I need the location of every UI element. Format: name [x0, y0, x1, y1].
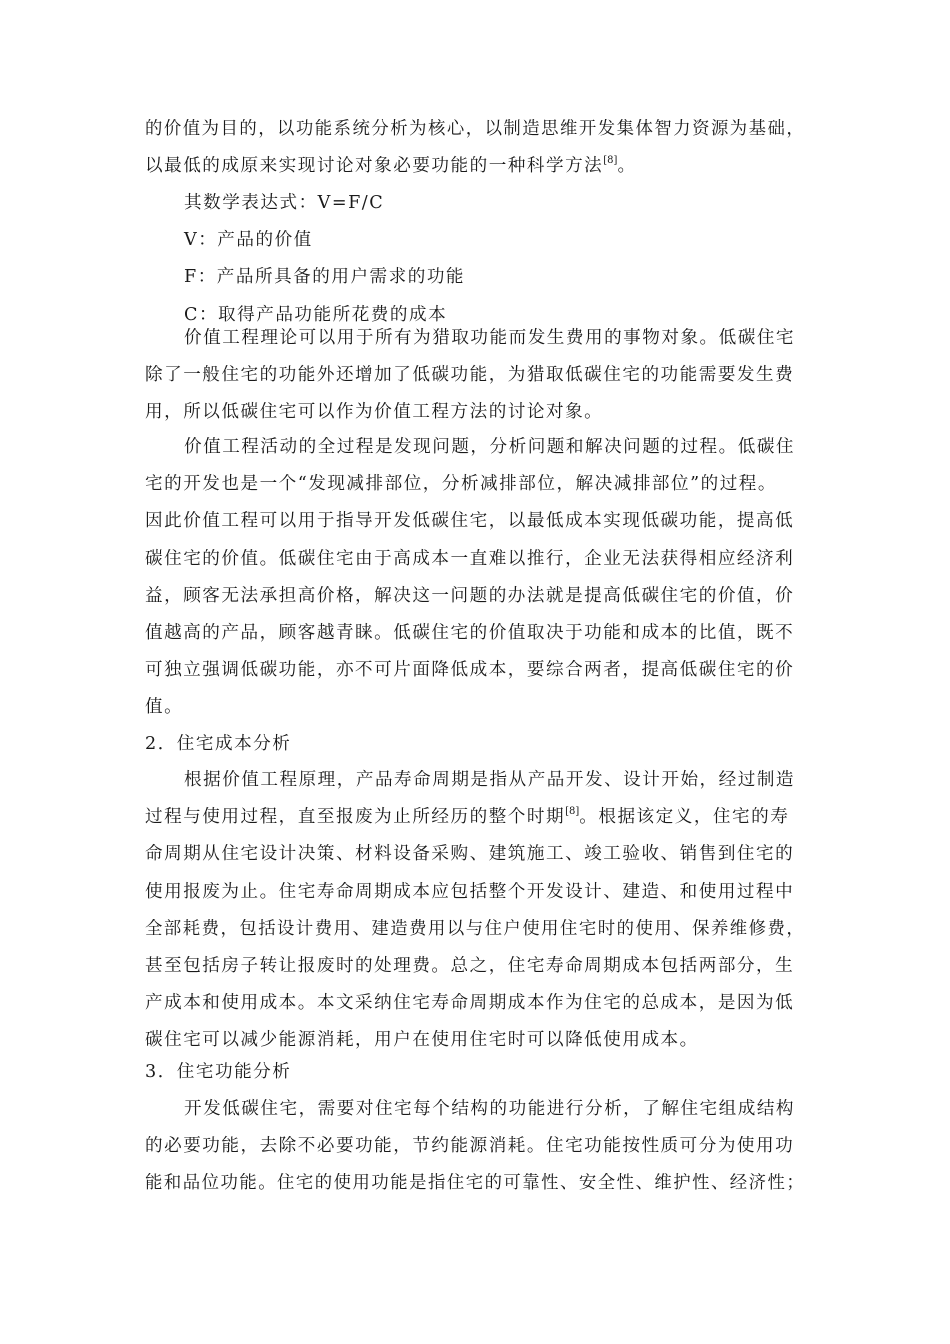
text-line: 价值工程理论可以用于所有为猎取功能而发生费用的事物对象。低碳住宅 [184, 328, 796, 348]
text-line [145, 799, 805, 836]
text-line: 除了一般住宅的功能外还增加了低碳功能，为猎取低碳住宅的功能需要发生费 [145, 365, 795, 386]
cost-analysis-paragraph [145, 762, 805, 1060]
section-heading-cost-analysis: 2．住宅成本分析 [145, 734, 292, 754]
text-line [145, 148, 805, 185]
text-line: 根据价值工程原理，产品寿命周期是指从产品开发、设计开始，经过制造 [184, 770, 796, 790]
text-line: 碳住宅可以减少能源消耗，用户在使用住宅时可以降低使用成本。 [145, 1030, 699, 1051]
formula-block [184, 185, 804, 334]
section-heading-function-analysis: 3．住宅功能分析 [145, 1062, 292, 1082]
text-line: 的必要功能，去除不必要功能，节约能源消耗。住宅功能按性质可分为使用功 [145, 1136, 795, 1157]
text-span: 。 [617, 156, 637, 177]
text-span: 过程与使用过程，直至报废为止所经历的整个时期 [145, 807, 566, 828]
text-line: 值。 [145, 697, 184, 718]
ve-theory-paragraph [145, 320, 805, 432]
formula-v-definition: V：产品的价值 [184, 230, 313, 251]
citation-ref: [8] [603, 155, 618, 167]
text-line: 因此价值工程可以用于指导开发低碳住宅，以最低成本实现低碳功能，提高低 [145, 511, 795, 532]
text-line: 能和品位功能。住宅的使用功能是指住宅的可靠性、安全性、维护性、经济性； [145, 1173, 806, 1194]
text-line: 用，所以低碳住宅可以作为价值工程方法的讨论对象。 [145, 402, 604, 423]
formula-expression: 其数学表达式：V=F/C [184, 193, 385, 213]
text-line: 碳住宅的价值。低碳住宅由于高成本一直难以推行，企业无法获得相应经济利 [145, 548, 795, 569]
text-line: 命周期从住宅设计决策、材料设备采购、建筑施工、竣工验收、销售到住宅的 [145, 844, 795, 865]
formula-f-definition: F：产品所具备的用户需求的功能 [184, 267, 466, 288]
text-line: 益，顾客无法承担高价格，解决这一问题的办法就是提高低碳住宅的价值，价 [145, 585, 795, 606]
text-line: 的价值为目的，以功能系统分析为核心，以制造思维开发集体智力资源为基础， [145, 119, 806, 139]
citation-ref: [8] [565, 806, 580, 818]
text-line: 开发低碳住宅，需要对住宅每个结构的功能进行分析，了解住宅组成结构 [184, 1099, 796, 1119]
intro-paragraph [145, 111, 805, 185]
text-line: 全部耗费，包括设计费用、建造费用以与住户使用住宅时的使用、保养维修费， [145, 918, 806, 939]
text-line: 值越高的产品，顾客越青睐。低碳住宅的价值取决于功能和成本的比值，既不 [145, 623, 795, 644]
function-analysis-paragraph [145, 1091, 805, 1203]
text-span: 。根据该定义，住宅的寿 [579, 807, 790, 828]
text-line: 使用报废为止。住宅寿命周期成本应包括整个开发设计、建造、和使用过程中 [145, 881, 795, 902]
text-line: 宅的开发也是一个“发现减排部位，分析减排部位，解决减排部位”的过程。 [145, 474, 777, 495]
text-line: 可独立强调低碳功能，亦不可片面降低成本，要综合两者，提高低碳住宅的价 [145, 660, 795, 681]
text-line: 产成本和使用成本。本文采纳住宅寿命周期成本作为住宅的总成本，是因为低 [145, 993, 795, 1014]
ve-process-paragraph [145, 429, 805, 727]
formula-c-definition: C：取得产品功能所花费的成本 [184, 304, 448, 325]
text-span: 以最低的成原来实现讨论对象必要功能的一种科学方法 [145, 156, 604, 177]
text-line: 甚至包括房子转让报废时的处理费。总之，住宅寿命周期成本包括两部分，生 [145, 956, 795, 977]
text-line: 价值工程活动的全过程是发现问题，分析问题和解决问题的过程。低碳住 [184, 437, 796, 457]
